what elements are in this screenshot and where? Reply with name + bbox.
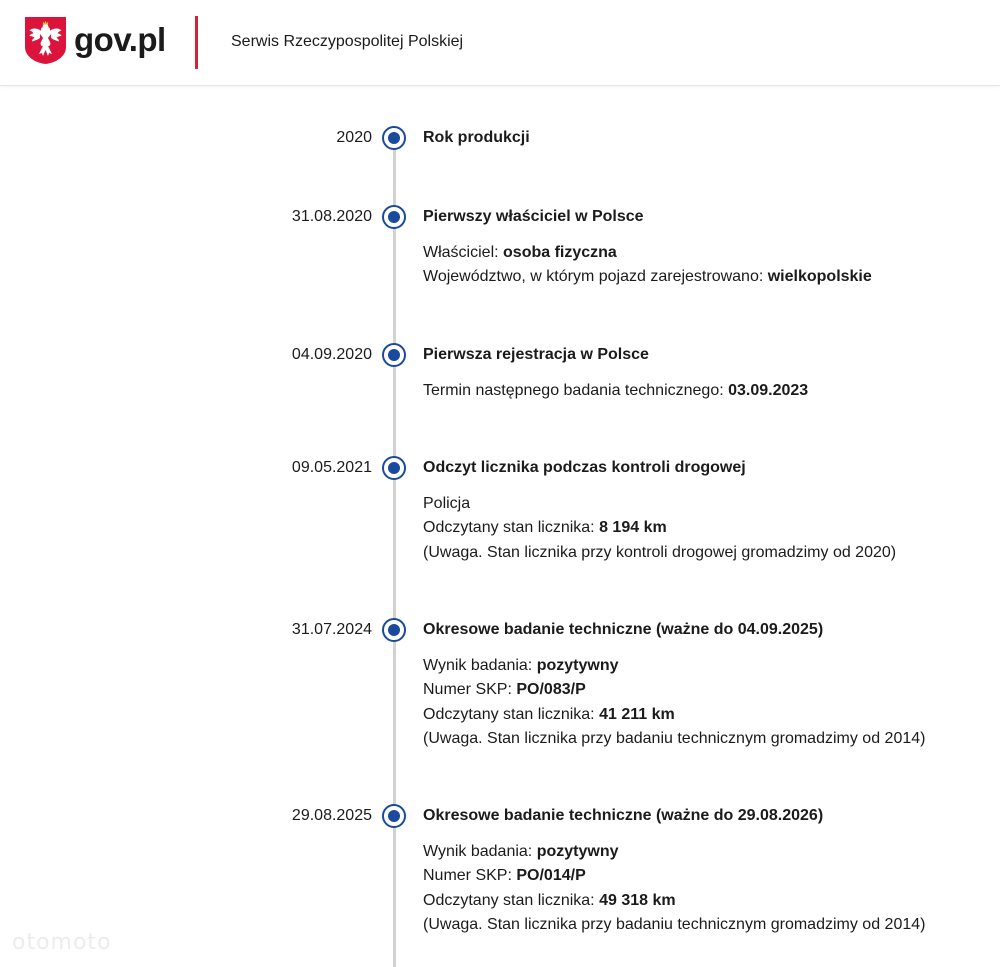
detail-label: (Uwaga. Stan licznika przy badaniu technicznym gromadzimy od 2014) xyxy=(423,729,926,747)
detail-label: (Uwaga. Stan licznika przy kontroli drogowej gromadzimy od 2020) xyxy=(423,543,897,561)
detail-label: Numer SKP: xyxy=(423,867,517,885)
site-header xyxy=(0,0,1000,86)
detail-line xyxy=(423,379,808,403)
detail-label: Wynik badania: xyxy=(423,657,537,674)
timeline-dot-icon xyxy=(382,343,406,367)
detail-line xyxy=(423,727,925,751)
event-date: 04.09.2020 xyxy=(291,346,372,363)
event-title: Odczyt licznika podczas kontroli drogowej xyxy=(423,459,746,476)
detail-value: PO/083/P xyxy=(516,681,586,699)
event-title: Pierwsza rejestracja w Polsce xyxy=(423,346,649,363)
detail-value: 49 318 km xyxy=(599,891,676,909)
event-date: 31.07.2024 xyxy=(291,621,372,638)
detail-value: wielkopolskie xyxy=(767,268,872,286)
detail-label: (Uwaga. Stan licznika przy badaniu technicznym gromadzimy od 2014) xyxy=(423,915,926,933)
detail-line xyxy=(423,840,925,864)
detail-line xyxy=(423,265,872,289)
polish-eagle-emblem-icon[interactable] xyxy=(25,17,66,64)
detail-label: Wynik badania: xyxy=(423,843,537,860)
timeline-dot-icon xyxy=(382,126,406,150)
timeline-dot-icon xyxy=(382,456,406,480)
detail-label: Właściciel: xyxy=(423,244,504,261)
event-date: 09.05.2021 xyxy=(291,459,372,476)
detail-label: Termin następnego badania technicznego: xyxy=(423,382,729,399)
event-details xyxy=(423,241,872,290)
event-title: Okresowe badanie techniczne (ważne do 29.08.2026) xyxy=(423,807,824,824)
detail-value: PO/014/P xyxy=(516,867,586,885)
event-details xyxy=(423,492,896,565)
event-date: 2020 xyxy=(336,129,372,146)
detail-value: 41 211 km xyxy=(599,705,675,723)
detail-line xyxy=(423,703,925,727)
timeline-dot-icon xyxy=(382,618,406,642)
event-title: Rok produkcji xyxy=(423,129,530,146)
detail-value: 8 194 km xyxy=(599,519,667,537)
event-date: 31.08.2020 xyxy=(291,208,372,225)
detail-label: Odczytany stan licznika: xyxy=(423,705,600,723)
detail-line xyxy=(423,492,896,516)
detail-line xyxy=(423,889,925,913)
detail-label: Policja xyxy=(423,495,471,512)
header-divider xyxy=(195,16,198,69)
detail-line xyxy=(423,541,896,565)
detail-line xyxy=(423,241,872,265)
event-details xyxy=(423,379,808,403)
event-details xyxy=(423,654,925,751)
event-title: Okresowe badanie techniczne (ważne do 04.09.2025) xyxy=(423,621,824,638)
event-details xyxy=(423,840,925,937)
watermark-logo: otomoto xyxy=(12,930,112,955)
detail-line xyxy=(423,516,896,540)
detail-label: Numer SKP: xyxy=(423,681,517,699)
event-date: 29.08.2025 xyxy=(291,807,372,824)
timeline-dot-icon xyxy=(382,205,406,229)
detail-label: Województwo, w którym pojazd zarejestrowano: xyxy=(423,268,768,286)
brand-logo-text[interactable]: gov.pl xyxy=(74,21,166,58)
detail-line xyxy=(423,654,925,678)
detail-label: Odczytany stan licznika: xyxy=(423,891,600,909)
detail-value: pozytywny xyxy=(536,843,619,860)
detail-label: Odczytany stan licznika: xyxy=(423,519,600,537)
detail-line xyxy=(423,913,925,937)
detail-value: 03.09.2023 xyxy=(728,382,809,399)
service-name: Serwis Rzeczypospolitej Polskiej xyxy=(231,33,464,50)
detail-value: osoba fizyczna xyxy=(503,244,617,261)
timeline-line xyxy=(393,137,396,967)
detail-line xyxy=(423,864,925,888)
event-title: Pierwszy właściciel w Polsce xyxy=(423,208,644,225)
detail-value: pozytywny xyxy=(536,657,619,674)
detail-line xyxy=(423,678,925,702)
timeline-dot-icon xyxy=(382,804,406,828)
